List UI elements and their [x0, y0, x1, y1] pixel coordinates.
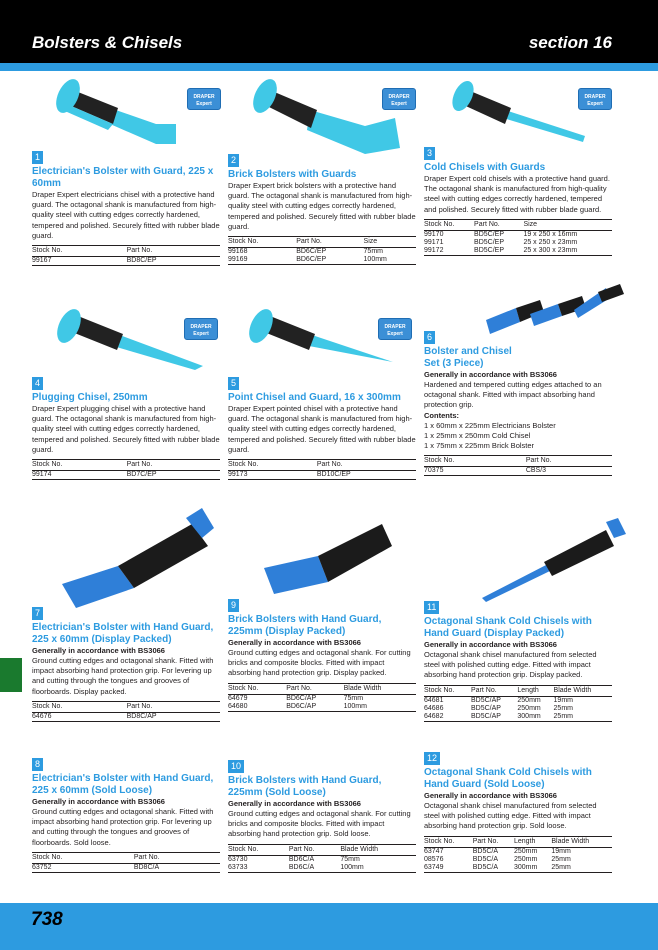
product-image-7 — [52, 508, 217, 608]
size: 75mm — [363, 248, 383, 256]
col-header: Size — [363, 238, 378, 246]
col-header: Stock No. — [32, 702, 63, 710]
table-row — [228, 471, 416, 480]
stock-no: 64680 — [228, 702, 248, 710]
part-no: BD6C/A — [288, 855, 315, 863]
stock-no: 99168 — [228, 248, 248, 256]
product-description: Ground cutting edges and octagonal shank. For cutting bricks and composite blocks. Fitted with impact absorbing hand protection grip. Display packed. — [228, 648, 411, 678]
col-header: Blade Width — [551, 837, 590, 845]
product-title: Octagonal Shank Cold Chisels with Hand Guard (Display Packed) — [424, 616, 592, 639]
col-header: Stock No. — [228, 845, 259, 853]
col-header: Length — [513, 837, 536, 845]
spec-table — [228, 844, 416, 873]
col-header: Part No. — [133, 853, 160, 861]
draper-logo — [187, 88, 221, 110]
col-header: Part No. — [474, 220, 500, 228]
part-no: BD5C/A — [472, 863, 499, 871]
stock-no: 63749 — [424, 863, 444, 871]
product-standard: Generally in accordance with BS3066 — [228, 638, 361, 647]
spec-table — [424, 455, 612, 476]
part-no: BD5C/AP — [471, 704, 501, 712]
stock-no: 63752 — [32, 863, 52, 871]
size: 19 x 250 x 16mm — [523, 230, 578, 238]
product-standard: Generally in accordance with BS3066 — [32, 646, 165, 655]
length: 300mm — [513, 863, 538, 871]
spec-table — [228, 236, 416, 265]
contents-item: 1 x 75mm x 225mm Brick Bolster — [424, 441, 535, 451]
part-no: BD8C/EP — [126, 257, 157, 265]
spec-table — [32, 245, 220, 266]
col-header: Stock No. — [228, 461, 259, 469]
product-title: Plugging Chisel, 250mm — [32, 392, 148, 403]
col-header: Stock No. — [32, 461, 63, 469]
product-standard: Generally in accordance with BS3066 — [424, 791, 557, 800]
col-header: Stock No. — [424, 457, 455, 465]
table-row — [32, 863, 220, 872]
col-header: Part No. — [288, 845, 315, 853]
product-block-10 — [228, 756, 416, 873]
col-header: Length — [517, 686, 539, 694]
stock-no: 70375 — [424, 467, 444, 475]
section-title: Bolsters & Chisels — [32, 33, 183, 52]
product-title: Cold Chisels with Guards — [424, 162, 546, 173]
col-header: Part No. — [126, 247, 153, 255]
table-row — [228, 703, 416, 712]
stock-no: 99174 — [32, 471, 52, 479]
table-row — [32, 257, 220, 266]
product-number: 4 — [32, 377, 43, 390]
part-no: BD6C/AP — [286, 702, 317, 710]
spec-table — [424, 836, 612, 873]
product-block-8 — [32, 754, 220, 873]
col-header: Stock No. — [424, 686, 455, 694]
logo-sub: Expert — [196, 101, 212, 107]
part-no: BD7C/EP — [126, 471, 157, 479]
table-row — [424, 467, 612, 476]
logo-text: DRAPER — [384, 324, 406, 330]
product-title: Brick Bolsters with Hand Guard, 225mm (Sold Loose) — [228, 775, 382, 798]
product-block-11 — [424, 597, 612, 722]
stock-no: 64686 — [424, 704, 444, 712]
size: 100mm — [363, 256, 387, 264]
col-header: Blade Width — [340, 845, 379, 853]
contents-item: 1 x 60mm x 225mm Electricians Bolster — [424, 420, 556, 430]
product-number: 6 — [424, 331, 435, 344]
blade-width: 100mm — [340, 863, 364, 871]
logo-sub: Expert — [587, 101, 603, 107]
length: 300mm — [517, 712, 541, 720]
spec-table — [228, 459, 416, 480]
stock-no: 08576 — [424, 855, 444, 863]
product-image-9 — [258, 510, 403, 595]
part-no: BD8C/A — [133, 863, 160, 871]
table-row — [228, 694, 416, 703]
product-block-3 — [424, 143, 612, 256]
col-header: Part No. — [525, 457, 552, 465]
size: 25 x 250 x 23mm — [523, 238, 578, 246]
product-title: Point Chisel and Guard, 16 x 300mm — [228, 392, 401, 403]
col-header: Part No. — [126, 461, 153, 469]
table-row — [424, 713, 612, 722]
product-image-11 — [478, 518, 628, 603]
product-title: Electrician's Bolster with Guard, 225 x 60mm — [32, 166, 214, 189]
product-block-12 — [424, 748, 612, 873]
part-no: CBS/3 — [525, 467, 547, 475]
table-row — [228, 248, 416, 257]
col-header: Blade Width — [553, 686, 592, 694]
product-block-1 — [32, 147, 220, 266]
product-description: Draper Expert electricians chisel with a protective hand guard. The octagonal shank is manufactured from high-quality steel with cutting edges correctly hardened, tempered and polished. Securely fitted with rubber blade guard. — [32, 190, 220, 240]
length: 250mm — [517, 704, 541, 712]
col-header: Stock No. — [32, 247, 63, 255]
logo-text: DRAPER — [388, 94, 410, 100]
stock-no: 99170 — [424, 230, 444, 238]
col-header: Part No. — [472, 837, 499, 845]
stock-no: 99173 — [228, 471, 248, 479]
page-footer — [0, 903, 658, 950]
table-row — [228, 256, 416, 265]
product-number: 11 — [424, 601, 439, 614]
blade-width: 75mm — [340, 855, 360, 863]
product-standard: Generally in accordance with BS3066 — [32, 797, 165, 806]
page-number: 738 — [31, 909, 63, 930]
part-no: BD6C/EP — [296, 248, 327, 256]
col-header: Part No. — [296, 238, 322, 246]
stock-no: 99167 — [32, 257, 52, 265]
stock-no: 63747 — [424, 847, 444, 855]
logo-text: DRAPER — [193, 94, 215, 100]
part-no: BD5C/EP — [474, 230, 505, 238]
stock-no: 64679 — [228, 694, 248, 702]
product-block-2 — [228, 150, 416, 265]
part-no: BD10C/EP — [316, 471, 351, 479]
spec-table — [32, 852, 220, 873]
page-header — [0, 0, 658, 63]
table-row — [424, 864, 612, 873]
col-header: Part No. — [471, 686, 497, 694]
blade-width: 100mm — [343, 702, 367, 710]
part-no: BD6C/A — [288, 863, 315, 871]
product-description: Octagonal shank chisel manufactured from selected steel with polished cutting edge. Fitted with impact absorbing hand protection grip. Sold loose. — [424, 801, 597, 831]
table-row — [424, 239, 612, 247]
product-title: Brick Bolsters with Guards — [228, 169, 357, 180]
blade-width: 25mm — [553, 704, 573, 712]
product-description: Hardened and tempered cutting edges attached to an octagonal shank. Fitted with impact absorbing hand protection grip. — [424, 380, 602, 410]
table-row — [32, 712, 220, 721]
part-no: BD6C/AP — [286, 694, 317, 702]
blade-width: 25mm — [551, 855, 571, 863]
part-no: BD5C/EP — [474, 246, 505, 254]
logo-text: DRAPER — [584, 94, 606, 100]
part-no: BD5C/EP — [474, 238, 505, 246]
stock-no: 99171 — [424, 238, 444, 246]
blade-width: 25mm — [551, 863, 571, 871]
header-strip — [0, 63, 658, 71]
product-number: 8 — [32, 758, 43, 771]
product-number: 10 — [228, 760, 244, 773]
spec-table — [424, 685, 612, 722]
logo-sub: Expert — [193, 331, 209, 337]
stock-no: 64681 — [424, 696, 444, 704]
draper-logo — [382, 88, 416, 110]
product-block-9 — [228, 595, 416, 712]
draper-logo — [378, 318, 412, 340]
product-description: Octagonal shank chisel manufactured from selected steel with polished cutting edge. Fitted with impact absorbing hand protection grip. Display packed. — [424, 650, 597, 680]
table-row — [424, 847, 612, 856]
product-number: 1 — [32, 151, 43, 164]
product-number: 2 — [228, 154, 239, 167]
length: 250mm — [517, 696, 541, 704]
product-block-4 — [32, 373, 220, 480]
product-number: 5 — [228, 377, 239, 390]
part-no: BD6C/EP — [296, 256, 327, 264]
stock-no: 99169 — [228, 256, 248, 264]
spec-table — [32, 459, 220, 480]
table-row — [32, 471, 220, 480]
product-standard: Generally in accordance with BS3066 — [424, 640, 557, 649]
table-row — [424, 247, 612, 256]
col-header: Part No. — [286, 684, 312, 692]
col-header: Stock No. — [228, 684, 259, 692]
contents-item: 1 x 25mm x 250mm Cold Chisel — [424, 430, 531, 440]
table-row — [228, 855, 416, 864]
part-no: BD5C/A — [472, 855, 499, 863]
col-header: Size — [523, 220, 538, 228]
stock-no: 64676 — [32, 712, 52, 720]
product-number: 3 — [424, 147, 435, 160]
length: 250mm — [513, 847, 538, 855]
product-title: Octagonal Shank Cold Chisels with Hand Guard (Sold Loose) — [424, 767, 592, 790]
product-description: Ground cutting edges and octagonal shank. Fitted with impact absorbing hand protection grip. For levering up and cutting through the tongues and grooves of floorboards. Sold loose. — [32, 807, 214, 847]
product-block-5 — [228, 373, 416, 480]
col-header: Part No. — [316, 461, 343, 469]
product-description: Ground cutting edges and octagonal shank. Fitted with impact absorbing hand protection grip. For levering up and cutting through the tongues and grooves of floorboards. Display packed. — [32, 656, 214, 696]
table-row — [424, 230, 612, 239]
stock-no: 99172 — [424, 246, 444, 254]
logo-sub: Expert — [391, 101, 407, 107]
spec-table — [228, 683, 416, 712]
col-header: Part No. — [126, 702, 153, 710]
product-number: 12 — [424, 752, 440, 765]
product-description: Draper Expert brick bolsters with a protective hand guard. The octagonal shank is manufactured from high-quality steel with cutting edges correctly hardened, tempered and polished. Securely fitted with rubber blade guard. — [228, 181, 416, 231]
col-header: Stock No. — [228, 238, 259, 246]
logo-text: DRAPER — [190, 324, 212, 330]
product-description: Draper Expert pointed chisel with a protective hand guard. The octagonal shank is manufactured from high-quality steel with cutting edges correctly hardened, tempered and polished. Securely fitted with rubber blade guard. — [228, 404, 416, 454]
product-description: Ground cutting edges and octagonal shank. For cutting bricks and composite blocks. Fitted with impact absorbing hand protection grip. Sold loose. — [228, 809, 411, 839]
part-no: BD5C/AP — [471, 712, 501, 720]
contents-heading: Contents: — [424, 410, 459, 420]
col-header: Stock No. — [424, 220, 455, 228]
product-description: Draper Expert cold chisels with a protective hand guard. The octagonal shank is manufactured from high-quality steel with cutting edges correctly hardened, tempered and polished. Securely fitted with rubber blade guard. — [424, 174, 610, 214]
product-number: 7 — [32, 607, 43, 620]
product-title: Bolster and Chisel Set (3 Piece) — [424, 346, 512, 369]
section-color-tab — [0, 658, 22, 692]
product-description: Draper Expert plugging chisel with a protective hand guard. The octagonal shank is manufactured from high-quality steel with cutting edges correctly hardened, tempered and polished. Securely fitted with rubber blade guard. — [32, 404, 220, 454]
blade-width: 19mm — [553, 696, 573, 704]
stock-no: 63733 — [228, 863, 248, 871]
table-row — [228, 864, 416, 873]
logo-sub: Expert — [387, 331, 403, 337]
part-no: BD5C/AP — [471, 696, 501, 704]
table-row — [424, 696, 612, 705]
product-block-6 — [424, 327, 612, 476]
stock-no: 63730 — [228, 855, 248, 863]
col-header: Stock No. — [424, 837, 455, 845]
col-header: Blade Width — [343, 684, 382, 692]
table-row — [424, 856, 612, 864]
stock-no: 64682 — [424, 712, 444, 720]
blade-width: 75mm — [343, 694, 364, 702]
product-standard: Generally in accordance with BS3066 — [228, 799, 361, 808]
blade-width: 19mm — [551, 847, 571, 855]
draper-logo — [578, 88, 612, 110]
part-no: BD8C/AP — [126, 712, 157, 720]
product-block-7 — [32, 603, 220, 722]
product-title: Brick Bolsters with Hand Guard, 225mm (Display Packed) — [228, 614, 382, 637]
product-title: Electrician's Bolster with Hand Guard, 225 x 60mm (Display Packed) — [32, 622, 214, 645]
spec-table — [32, 701, 220, 722]
col-header: Stock No. — [32, 853, 63, 861]
section-number: section 16 — [528, 33, 612, 52]
table-row — [424, 705, 612, 713]
product-standard: Generally in accordance with BS3066 — [424, 370, 557, 379]
blade-width: 25mm — [553, 712, 573, 720]
product-title: Electrician's Bolster with Hand Guard, 225 x 60mm (Sold Loose) — [32, 773, 214, 796]
product-number: 9 — [228, 599, 239, 612]
draper-logo — [184, 318, 218, 340]
spec-table — [424, 219, 612, 256]
length: 250mm — [513, 855, 538, 863]
size: 25 x 300 x 23mm — [523, 246, 578, 254]
part-no: BD5C/A — [472, 847, 499, 855]
